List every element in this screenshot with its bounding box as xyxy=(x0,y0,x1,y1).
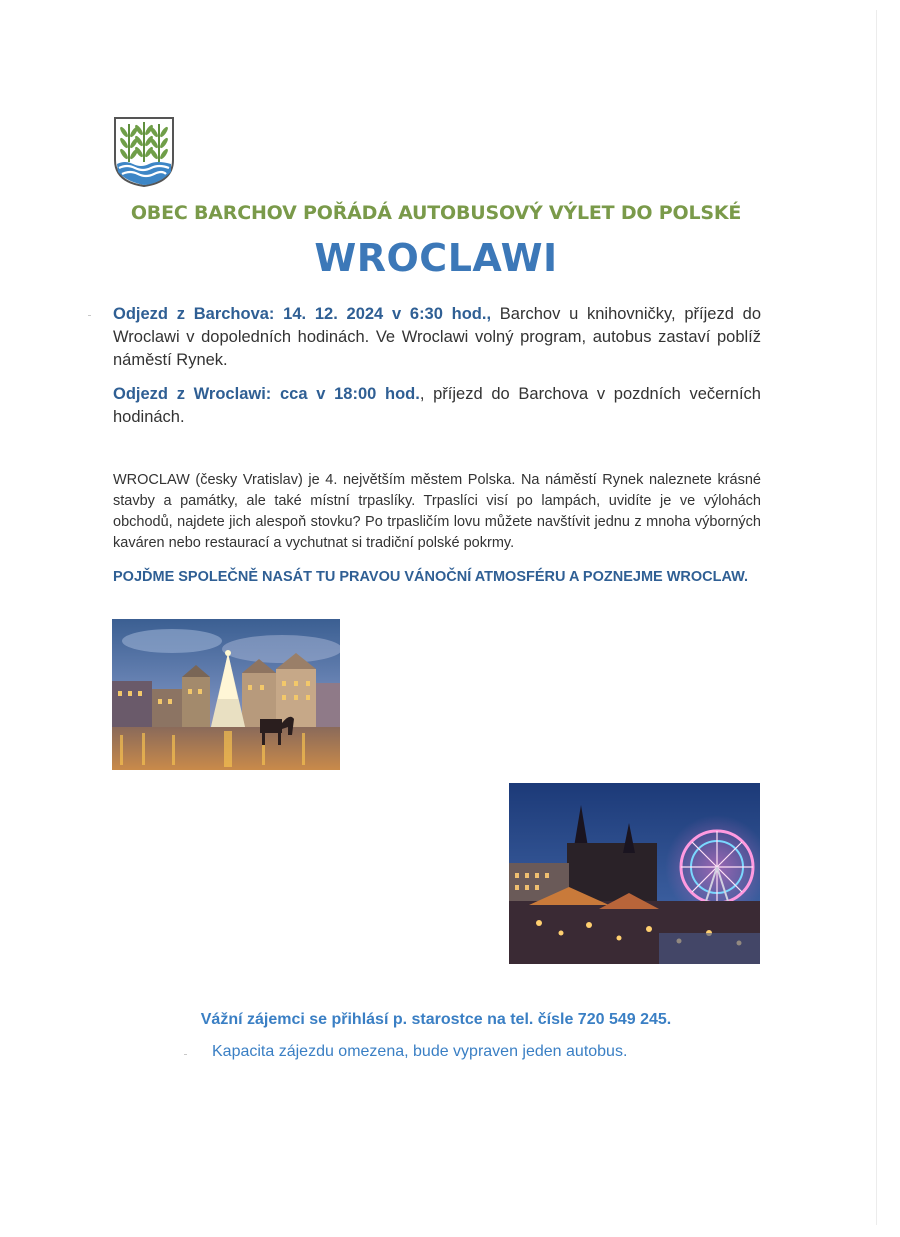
ferris-wheel-night-photo xyxy=(509,783,760,964)
departure-text: Barchov u knihovničky, příjezd do Wroclawi v dopoledních hodinách. Ve Wroclawi volný program, autobus zastaví poblíž náměstí Rynek. xyxy=(113,305,761,369)
departure-paragraph xyxy=(113,303,761,372)
capacity-text: Kapacita zájezdu omezena, bude vypraven jeden autobus. xyxy=(212,1043,628,1060)
departure-lead: Odjezd z Barchova: 14. 12. 2024 v 6:30 hod., xyxy=(113,305,492,323)
coat-of-arms-logo xyxy=(113,116,175,188)
return-text: , příjezd do Barchova v pozdních večerních hodinách. xyxy=(113,385,761,426)
headline-city: WROCLAWI xyxy=(314,236,558,280)
return-lead: Odjezd z Wroclawi: cca v 18:00 hod. xyxy=(113,385,420,403)
description-paragraph: WROCLAW (česky Vratislav) je 4. největším městem Polska. Na náměstí Rynek naleznete krásné stavby a památky, ale také místní trpaslíky. Trpaslíci visí po lampách, uvidíte je ve výlohách obchodů, najdete jich alespoň stovku? Po trpasličím lovu můžete navštívit jednu z mnoha výborných kaváren nebo restaurací a vychutnat si tradiční polské pokrmy. xyxy=(113,472,761,551)
headline: OBEC BARCHOV POŘÁDÁ AUTOBUSOVÝ VÝLET DO POLSKÉ xyxy=(130,202,742,224)
christmas-market-photo xyxy=(112,619,340,770)
callout-text: POJĎME SPOLEČNĚ NASÁT TU PRAVOU VÁNOČNÍ ATMOSFÉRU A POZNEJME WROCLAW. xyxy=(113,569,749,585)
return-paragraph xyxy=(113,383,761,429)
page-edge xyxy=(876,10,877,1225)
contact-text: Vážní zájemci se přihlásí p. starostce na tel. čísle 720 549 245. xyxy=(200,1011,672,1028)
scan-speck xyxy=(184,1054,187,1055)
scan-speck xyxy=(88,315,91,316)
